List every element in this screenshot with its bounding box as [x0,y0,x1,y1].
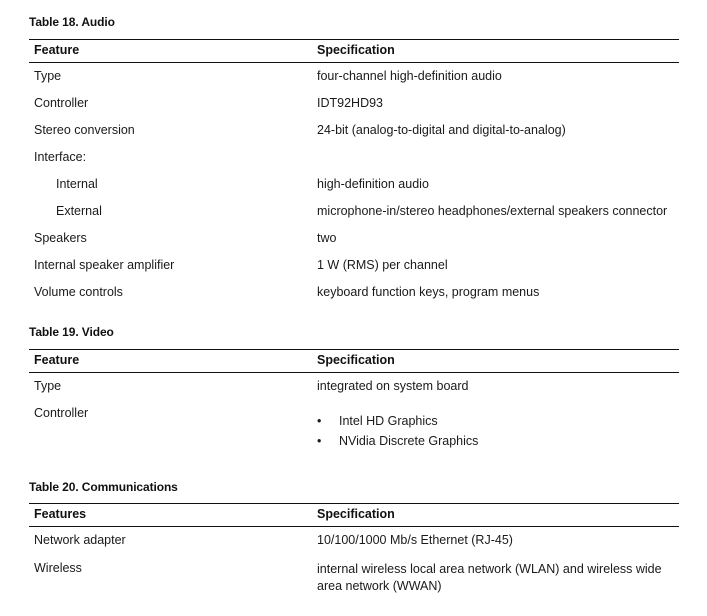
header-specification: Specification [317,43,395,57]
feature-cell: Controller [34,406,89,420]
spec-cell: microphone-in/stereo headphones/external speakers connector [317,204,668,218]
table-header [29,39,679,63]
spec-cell: keyboard function keys, program menus [317,285,540,299]
feature-cell: Interface: [34,150,87,164]
spec-cell: 10/100/1000 Mb/s Ethernet (RJ-45) [317,533,513,547]
spec-cell: internal wireless local area network (WLAN) and wireless wide area network (WWAN) [317,562,662,593]
list-item [317,412,478,432]
spec-cell: IDT92HD93 [317,96,383,110]
bullet-icon: • [317,414,322,428]
table-row [29,144,679,171]
table-row [29,171,679,198]
list-item-text: Intel HD Graphics [339,414,438,428]
table-row [29,555,679,595]
feature-cell: Stereo conversion [34,123,135,137]
table-caption-video: Table 19. Video [29,325,114,339]
table-row [29,527,679,555]
table-row [29,279,679,306]
table-row [29,90,679,117]
table-row [29,63,679,90]
header-specification: Specification [317,353,395,367]
video-table [29,349,679,460]
spec-cell: four-channel high-definition audio [317,69,502,83]
feature-cell: Speakers [34,231,87,245]
header-feature: Feature [34,353,80,367]
header-features: Features [34,507,87,521]
feature-cell: Volume controls [34,285,123,299]
table-caption-communications: Table 20. Communications [29,480,178,494]
feature-cell: Type [34,69,62,83]
feature-cell: Internal speaker amplifier [34,258,175,272]
list-item [317,432,478,452]
bullet-icon: • [317,434,322,448]
table-row [29,373,679,400]
spec-cell: 24-bit (analog-to-digital and digital-to-analog) [317,123,566,137]
communications-table [29,503,679,595]
table-row [29,400,679,460]
feature-cell: Wireless [34,561,82,575]
table-header [29,503,679,527]
table-row [29,225,679,252]
feature-cell: Controller [34,96,89,110]
spec-cell: two [317,231,337,245]
bullet-list [317,412,478,452]
table-caption-audio: Table 18. Audio [29,15,115,29]
header-specification: Specification [317,507,395,521]
table-row [29,252,679,279]
feature-cell: Type [34,379,62,393]
spec-cell: integrated on system board [317,379,469,393]
table-row [29,117,679,144]
list-item-text: NVidia Discrete Graphics [339,434,479,448]
table-row [29,198,679,225]
table-header [29,349,679,373]
spec-cell: high-definition audio [317,177,429,191]
audio-table [29,39,679,306]
feature-cell: Network adapter [34,533,126,547]
spec-cell: 1 W (RMS) per channel [317,258,448,272]
feature-cell: External [56,204,102,218]
feature-cell: Internal [56,177,98,191]
header-feature: Feature [34,43,80,57]
